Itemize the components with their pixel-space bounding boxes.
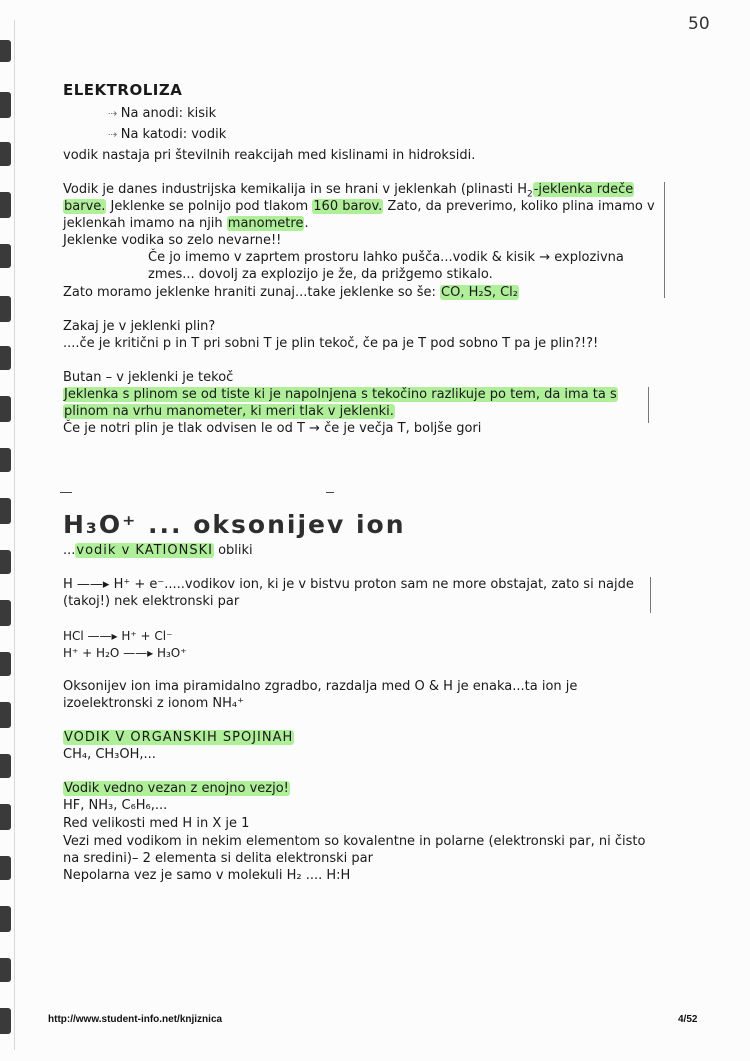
arrow-icon: ⇢ [108,128,121,141]
butan-line-2 [63,387,618,403]
highlight-butan-2: Jeklenka s plinom se od tiste ki je napolnjena s tekočino razlikuje po tem, da ima ta s [64,387,617,402]
organske-line-6: Nepolarna vez je samo v molekuli H₂ .... H:H [63,868,351,883]
oksonij-paragraph-2: izoelektronski z ionom NH₄⁺ [63,696,245,711]
highlight-red-cylinder: -jeklenka rdeče [533,182,634,197]
jeklenke-line-1: Vodik je danes industrijska kemikalija in se hrani v jeklenkah (plinasti $H_2$-jeklenka rdeče [63,182,634,200]
highlight-single-bond: Vodik vedno vezan z enojno vezjo! [64,781,289,796]
jeklenke-line-7: Zato moramo jeklenke hraniti zunaj...take jeklenke so še: CO, H₂S, Cl₂ [63,285,519,300]
highlight-organske: VODIK V ORGANSKIH SPOJINAH [64,730,294,745]
organske-line-4: Vezi med vodikom in nekim elementom so kovalentne in polarne (elektronski par, ni čisto [63,834,646,849]
footer-url: http://www.student-info.net/knjiznica [48,1014,223,1025]
organske-highlight-line [63,781,290,797]
zakaj-question: Zakaj je v jeklenki plin? [63,319,216,334]
footer-page-number: 4/52 [678,1014,698,1025]
margin-line [648,387,649,423]
margin-line [664,182,665,298]
butan-line-3 [63,404,395,420]
highlight-kationski: vodik v KATIONSKI [76,543,213,558]
jeklenke-line-4: Jeklenke vodika so zelo nevarne!! [63,233,282,248]
highlight-gases: CO, H₂S, Cl₂ [441,285,519,300]
highlight-butan-3: plinom na vrhu manometer, ki meri tlak v jeklenki. [64,404,394,419]
anode-line: ⇢ Na anodi: kisik [108,106,217,121]
section-title-elektroliza: ELEKTROLIZA [63,81,183,99]
oksonij-subtitle: ...vodik v KATIONSKI obliki [63,543,253,558]
butan-line-4: Če je notri plin je tlak odvisen le od T → če je večja T, boljše gori [63,421,482,436]
jeklenke-line-5: Če jo imemo v zaprtem prostoru lahko pušča...vodik & kisik → explozivna [148,250,624,265]
jeklenke-line-6: zmes... dovolj za explozijo je že, da prižgemo stikalo. [148,267,493,282]
zakaj-answer: ....če je kritični p in T pri sobni T je plin tekoč, če pa je T pod sobno T pa je plin?!?! [63,336,599,351]
jeklenke-line-2: barve. Jeklenke se polnijo pod tlakom 160 barov. Zato, da preverimo, koliko plina imamo v [64,199,655,214]
highlight-pressure: 160 barov. [313,199,383,214]
organske-line-3: Red velikosti med H in X je 1 [63,816,250,831]
cathode-line: ⇢ Na katodi: vodik [108,127,227,142]
oksonij-heading: H₃O⁺ ... oksonijev ion [63,510,406,539]
equation-hcl: HCl ——▸ H⁺ + Cl⁻ [63,629,173,643]
butan-line-1: Butan – v jeklenki je tekoč [63,370,234,385]
handwritten-page-number: 50 [688,14,710,34]
organske-line-5: na sredini)– 2 elementa si delita elektronski par [63,851,373,866]
margin-line [650,577,651,613]
elektroliza-text: vodik nastaja pri številnih reakcijah med kislinami in hidroksidi. [63,148,476,163]
page-edge [14,20,15,1050]
organske-heading [63,730,294,746]
oksonij-paragraph-1: Oksonijev ion ima piramidalno zgradbo, razdalja med O & H je enaka...ta ion je [63,679,578,694]
organske-line-1: CH₄, CH₃OH,... [63,747,156,762]
jeklenke-line-3: jeklenkah imamo na njih manometre. [63,216,309,231]
divider-dash [60,492,72,493]
divider-dash [326,492,334,493]
oksonij-line-2: (takoj!) nek elektronski par [63,594,240,609]
organske-line-2: HF, NH₃, C₆H₆,... [63,798,168,813]
arrow-icon: ⇢ [108,107,121,120]
equation-h3o: H⁺ + H₂O ——▸ H₃O⁺ [63,646,187,660]
oksonij-line-1: H ——▸ H⁺ + e⁻.....vodikov ion, ki je v bistvu proton sam ne more obstajat, zato si najde [63,577,634,592]
highlight-manometre: manometre [227,216,304,231]
